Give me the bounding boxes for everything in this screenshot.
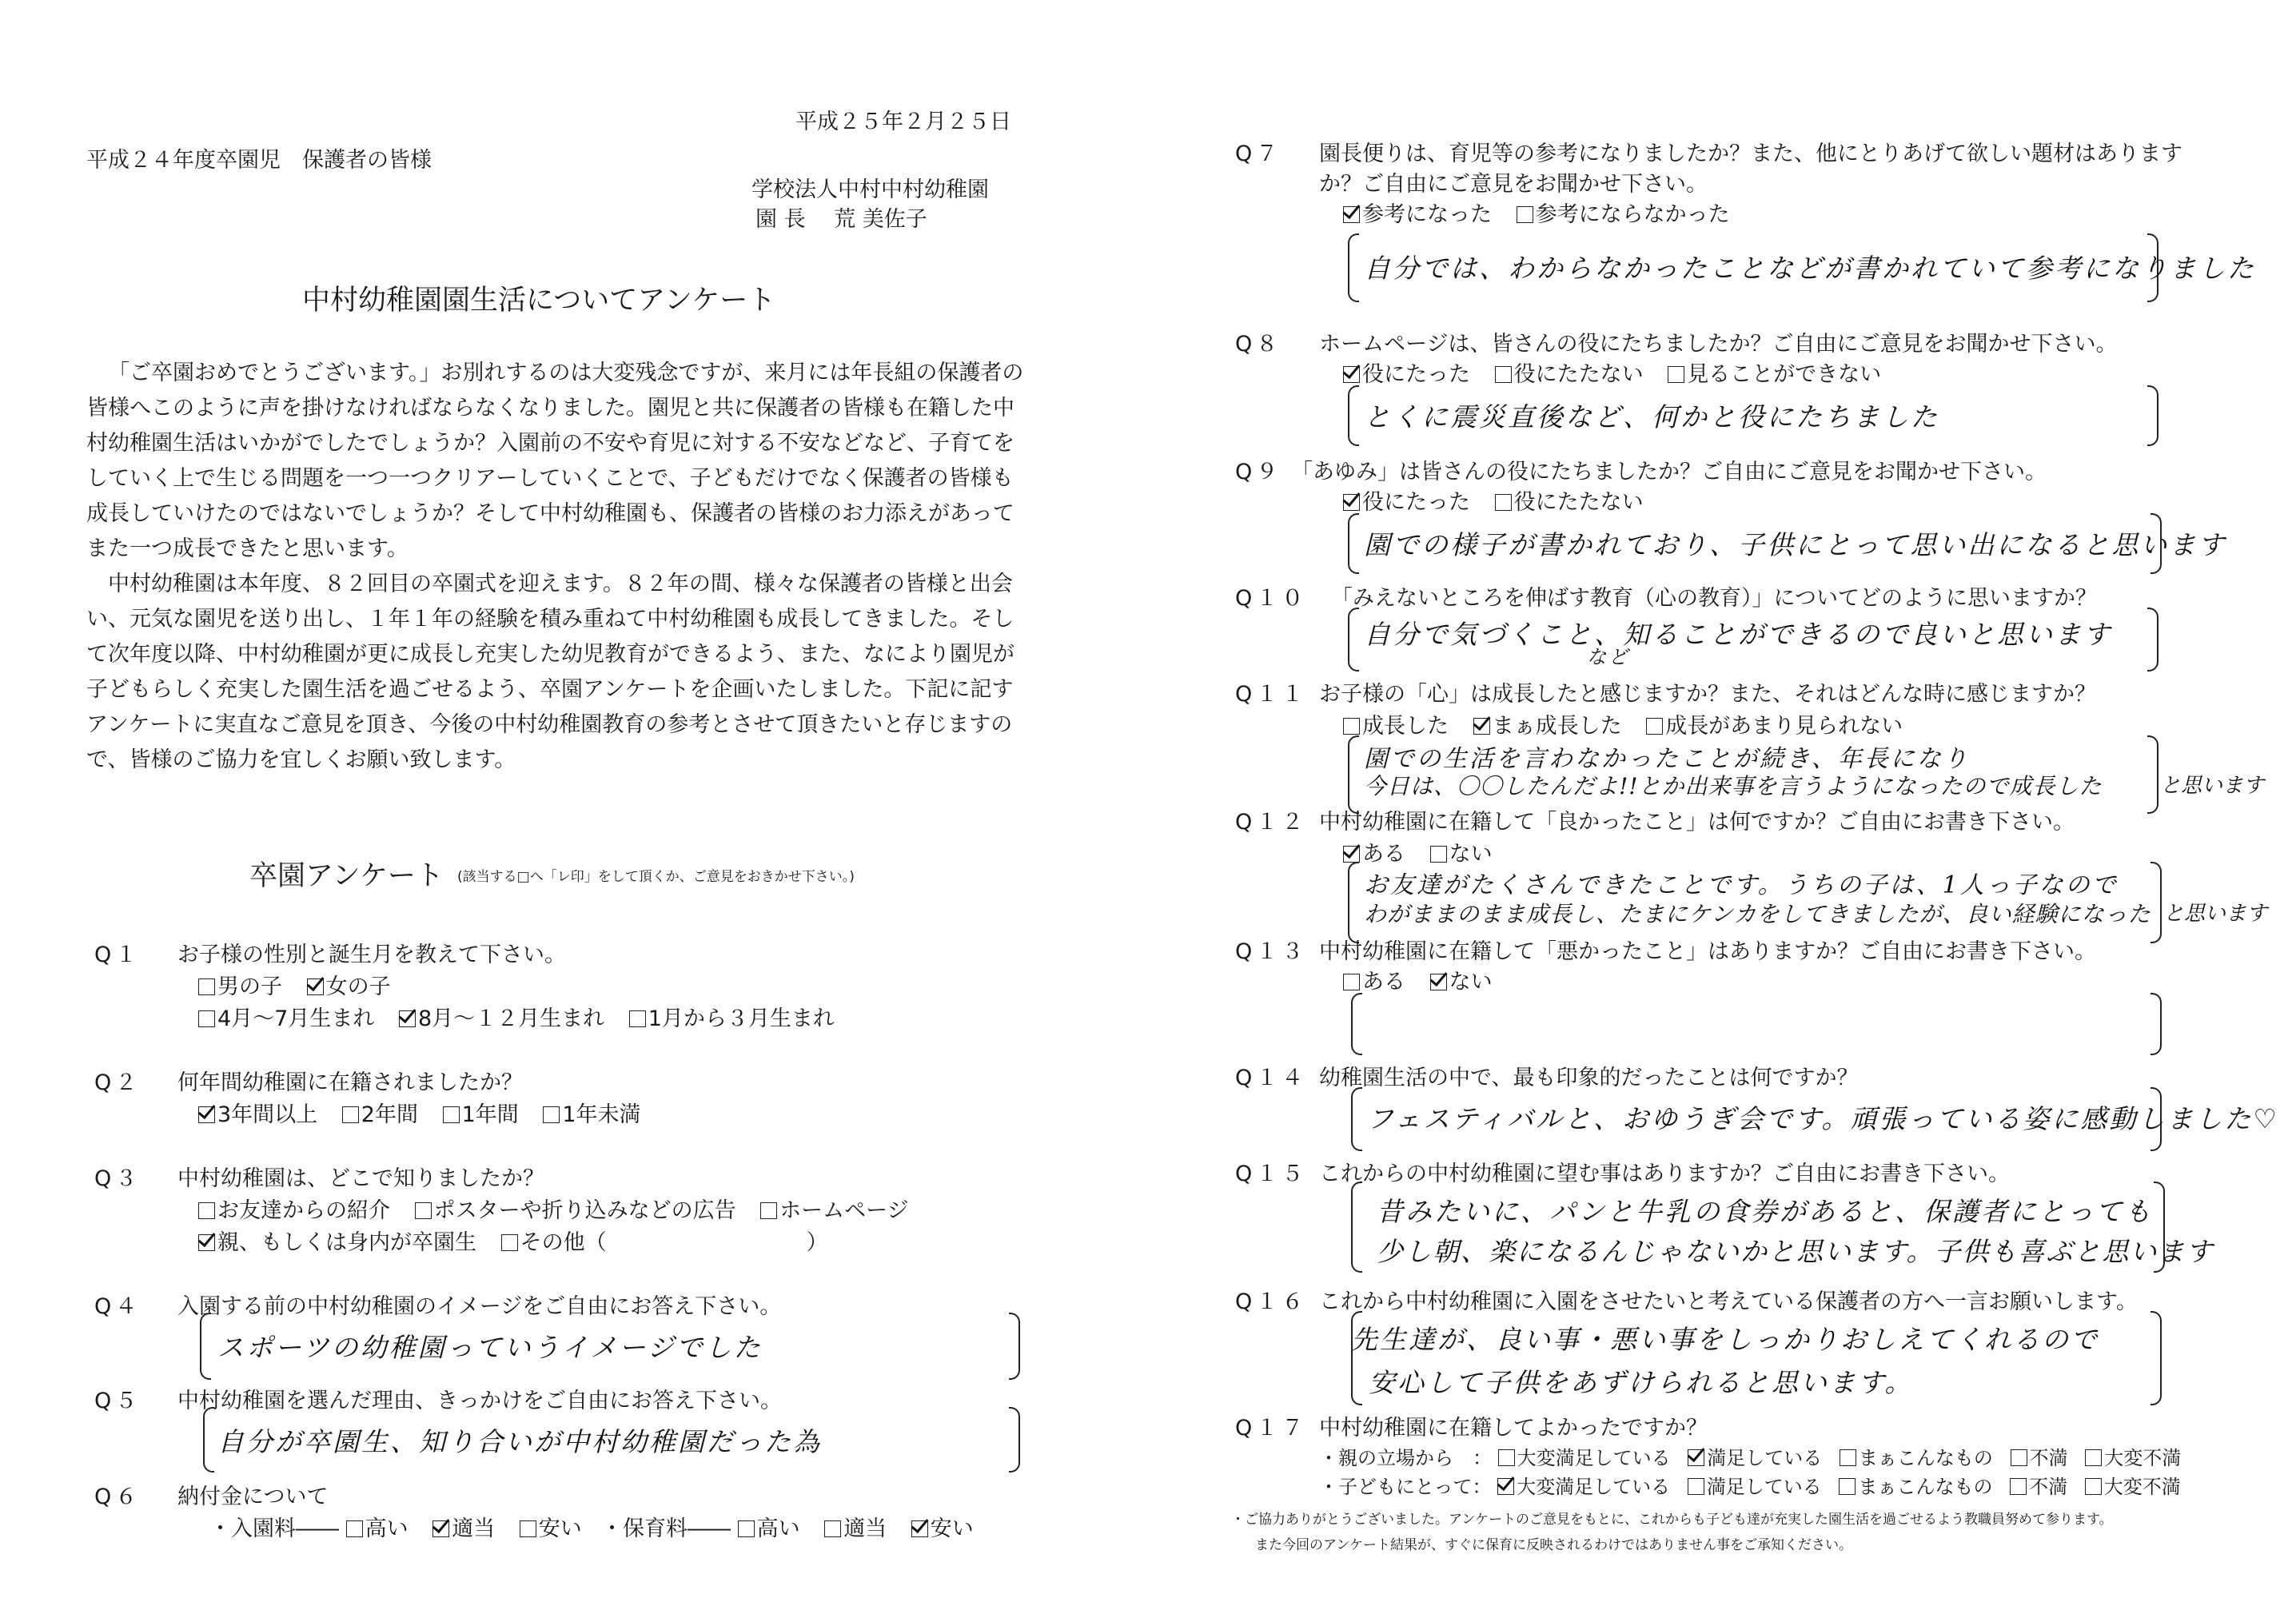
q1-option-apr-jul[interactable]: 4月～7月生まれ [198, 1006, 374, 1031]
q17-parent-so-so[interactable]: まぁこんなもの [1840, 1447, 1993, 1469]
checkbox-icon [1646, 718, 1663, 735]
q8-option-useful[interactable]: 役にたった [1343, 362, 1470, 387]
q15-answer-line1[interactable]: 昔みたいに、パンと牛乳の食券があると、保護者にとっても [1377, 1196, 2154, 1227]
q14-bracket-left [1351, 1087, 1362, 1151]
q5-number: Q５ [94, 1389, 142, 1413]
checked-checkbox-icon [1430, 974, 1447, 990]
q10-answer-insert: など [1587, 646, 1630, 668]
q4-bracket-right [1009, 1313, 1020, 1380]
q1-number: Q１ [94, 943, 142, 967]
q2-option-2years[interactable]: 2年間 [342, 1102, 418, 1127]
principal-name: 園 長 荒 美佐子 [755, 207, 927, 232]
q17-parent-very-dissatisfied[interactable]: 大変不満 [2085, 1447, 2181, 1469]
q7-question-line1: 園長便りは、育児等の参考になりましたか？また、他にとりあげて欲しい題材はあります [1319, 141, 2182, 166]
checkbox-icon [501, 1234, 518, 1251]
q10-question: 「みえないところを伸ばす教育（心の教育）」についてどのように思いますか？ [1331, 586, 2097, 611]
q12-number: Q１２ [1235, 810, 1308, 835]
q12-bracket-left [1348, 862, 1359, 943]
survey-heading: 卒園アンケート [249, 860, 444, 892]
checkbox-icon [520, 1520, 536, 1537]
checkbox-icon [346, 1520, 363, 1537]
q12-options [1343, 836, 1510, 867]
q1-month-options [198, 1001, 852, 1032]
q3-option-alumni[interactable]: 親、もしくは身内が卒園生 [198, 1230, 476, 1255]
q17-child-very-satisfied[interactable]: 大変満足している [1497, 1476, 1670, 1498]
q7-bracket-left [1348, 233, 1359, 302]
checked-checkbox-icon [1343, 846, 1360, 863]
checked-checkbox-icon [307, 978, 324, 995]
checkbox-icon [1688, 1478, 1704, 1495]
q17-child-very-dissatisfied[interactable]: 大変不満 [2085, 1476, 2181, 1498]
q6-tuition-fair[interactable]: 適当 [824, 1516, 887, 1541]
q11-bracket-left [1348, 735, 1359, 814]
q7-question-line2: か？ご自由にご意見をお聞かせ下さい。 [1319, 172, 1708, 197]
checked-checkbox-icon [399, 1010, 416, 1027]
q6-tuition-low[interactable]: 安い [911, 1516, 974, 1541]
q17-child-dissatisfied[interactable]: 不満 [2010, 1476, 2067, 1498]
q1-option-girl[interactable]: 女の子 [307, 974, 391, 999]
q10-answer[interactable]: 自分で気づくこと、知ることができるので良いと思います [1364, 619, 2112, 650]
q11-answer-tail: と思います [2160, 774, 2265, 798]
q3-options-row1 [198, 1193, 927, 1224]
q13-question: 中村幼稚園に在籍して「悪かったこと」はありますか？ご自由にお書き下さい。 [1319, 939, 2096, 964]
q5-question: 中村幼稚園を選んだ理由、きっかけをご自由にお答え下さい。 [177, 1389, 782, 1413]
q17-child-label: ・子どもにとって： [1319, 1476, 1492, 1498]
q17-number: Q１７ [1235, 1416, 1308, 1441]
q11-question: お子様の「心」は成長したと感じますか？また、それはどんな時に感じますか？ [1319, 682, 2096, 707]
q8-options [1343, 357, 1899, 388]
checkbox-icon [1343, 974, 1360, 990]
q7-number: Q７ [1235, 141, 1282, 166]
q1-option-boy[interactable]: 男の子 [198, 974, 282, 999]
q3-options-row2 [198, 1225, 828, 1256]
checkbox-icon [198, 978, 215, 995]
checkbox-icon [198, 1010, 215, 1027]
footer-note-1: ・ご協力ありがとうございました。アンケートのご意見をもとに、これからも子ども達が充実した園生活を過ごせるよう教職員努めて参ります。 [1231, 1512, 2113, 1528]
q17-parent-satisfied[interactable]: 満足している [1688, 1447, 1822, 1469]
q7-option-not-helpful[interactable]: 参考にならなかった [1517, 202, 1730, 227]
q12-answer-line1[interactable]: お友達がたくさんできたことです。うちの子は、1人っ子なので [1364, 871, 2119, 899]
checkbox-icon [342, 1106, 359, 1123]
checked-checkbox-icon [1343, 206, 1360, 223]
q13-bracket-left [1351, 993, 1362, 1055]
q8-option-cannot-view[interactable]: 見ることができない [1668, 362, 1881, 387]
q17-parent-label: ・親の立場から ： [1319, 1447, 1492, 1469]
intro-paragraph-2: 中村幼稚園は本年度、８２回目の卒園式を迎えます。８２年の間、様々な保護者の皆様と出会い、元気な園児を送り出し、１年１年の経験を積み重ねて中村幼稚園も成長してきました。そして次年度以降、中村幼稚園が更に成長し充実した幼児教育ができるよう、また、なにより園児が子どもらしく充実した園生活を過ごせるよう、卒園アンケートを企画いたしました。下記に記すアンケートに実直なご意見を頂き、今後の中村幼稚園教育の参考とさせて頂きたいと存じますので、皆様のご協力を宜しくお願い致します。 [86, 572, 1014, 772]
q17-child-so-so[interactable]: まぁこんなもの [1839, 1476, 1992, 1498]
q4-bracket-left [200, 1313, 211, 1380]
checkbox-icon [760, 1202, 777, 1219]
q6-tuition-label: ・保育料―― [601, 1516, 731, 1541]
footer-note-2: また今回のアンケート結果が、すぐに保育に反映されるわけではありません事をご承知ください。 [1255, 1537, 1852, 1553]
q10-bracket-right [2147, 608, 2158, 672]
q15-bracket-left [1351, 1182, 1362, 1273]
q8-bracket-left [1348, 385, 1359, 446]
q12-option-yes[interactable]: ある [1343, 842, 1405, 867]
q6-entrance-high[interactable]: 高い [346, 1516, 409, 1541]
checkbox-icon [738, 1520, 755, 1537]
checkbox-icon [1498, 1449, 1515, 1466]
q1-question: お子様の性別と誕生月を教えて下さい。 [177, 943, 566, 967]
q17-child-options [1319, 1471, 2181, 1499]
q12-bracket-right [2151, 862, 2162, 943]
q17-question: 中村幼稚園に在籍してよかったですか？ [1319, 1416, 1708, 1441]
q9-option-useful[interactable]: 役にたった [1343, 490, 1470, 515]
checkbox-icon [1495, 494, 1512, 511]
q8-number: Q８ [1235, 332, 1282, 357]
checked-checkbox-icon [1343, 494, 1360, 511]
q8-question: ホームページは、皆さんの役にたちましたか？ご自由にご意見をお聞かせ下さい。 [1319, 332, 2118, 357]
checkbox-icon [1840, 1449, 1856, 1466]
q9-bracket-left [1348, 513, 1359, 574]
document-date: 平成２５年２月２５日 [795, 110, 1011, 134]
q4-answer[interactable]: スポーツの幼稚園っていうイメージでした [217, 1332, 763, 1363]
q17-parent-very-satisfied[interactable]: 大変満足している [1498, 1447, 1671, 1469]
school-name: 学校法人中村中村幼稚園 [751, 177, 989, 202]
q17-parent-options [1319, 1442, 2181, 1470]
checked-checkbox-icon [1688, 1449, 1704, 1466]
q16-question: これから中村幼稚園に入園をさせたいと考えている保護者の方へ一言お願いします。 [1319, 1289, 2138, 1314]
q2-option-under1[interactable]: 1年未満 [543, 1102, 640, 1127]
q15-number: Q１５ [1235, 1162, 1308, 1186]
q14-question: 幼稚園生活の中で、最も印象的だったことは何ですか？ [1319, 1066, 1859, 1090]
checkbox-icon [1668, 366, 1684, 383]
checked-checkbox-icon [911, 1520, 928, 1537]
q13-bracket-right [2151, 993, 2162, 1055]
q4-question: 入園する前の中村幼稚園のイメージをご自由にお答え下さい。 [177, 1294, 782, 1319]
checkbox-icon [1839, 1478, 1856, 1495]
checkbox-icon [1517, 206, 1533, 223]
q1-gender-options [198, 969, 409, 1000]
q7-option-helpful[interactable]: 参考になった [1343, 202, 1492, 227]
q10-bracket-left [1348, 608, 1359, 672]
checked-checkbox-icon [432, 1520, 449, 1537]
q11-option-little[interactable]: 成長があまり見られない [1646, 714, 1903, 739]
q12-answer-line2[interactable]: わがままのまま成長し、たまにケンカをしてきましたが、良い経験になった [1364, 901, 2151, 927]
q7-answer[interactable]: 自分では、わからなかったことなどが書かれていて参考になりました [1364, 253, 2256, 284]
q8-option-not-useful[interactable]: 役にたたない [1495, 362, 1644, 387]
checkbox-icon [1430, 846, 1447, 863]
q16-bracket-right [2151, 1311, 2162, 1405]
q1-option-jan-mar[interactable]: 1月から３月生まれ [629, 1006, 835, 1031]
q9-option-not-useful[interactable]: 役にたたない [1495, 490, 1644, 515]
q2-question: 何年間幼稚園に在籍されましたか？ [177, 1070, 523, 1095]
checkbox-icon [2010, 1478, 2027, 1495]
q2-option-3years[interactable]: 3年間以上 [198, 1102, 317, 1127]
q8-answer[interactable]: とくに震災直後など、何かと役にたちました [1364, 401, 1939, 432]
q12-question: 中村幼稚園に在籍して「良かったこと」は何ですか？ご自由にお書き下さい。 [1319, 810, 2075, 835]
q17-parent-dissatisfied[interactable]: 不満 [2011, 1447, 2068, 1469]
q15-answer-line2[interactable]: 少し朝、楽になるんじゃないかと思います。子供も喜ぶと思います [1377, 1236, 2214, 1267]
checked-checkbox-icon [198, 1234, 215, 1251]
q13-option-yes[interactable]: ある [1343, 970, 1405, 994]
q14-number: Q１４ [1235, 1066, 1308, 1090]
q14-answer[interactable]: フェスティバルと、おゆうぎ会です。頑張っている姿に感動しました♡ [1367, 1103, 2279, 1134]
q9-options [1343, 484, 1661, 516]
q6-number: Q６ [94, 1484, 142, 1509]
q3-number: Q３ [94, 1166, 142, 1191]
q3-option-homepage[interactable]: ホームページ [760, 1198, 908, 1223]
addressee: 平成２４年度卒園児 保護者の皆様 [86, 148, 432, 173]
checkbox-icon [2085, 1478, 2102, 1495]
q11-answer-line2[interactable]: 今日は、〇〇したんだよ!!とか出来事を言うようになったので成長した [1364, 773, 2103, 799]
checkbox-icon [2011, 1449, 2027, 1466]
q11-answer-line1[interactable]: 園での生活を言わなかったことが続き、年長になり [1364, 745, 1970, 773]
q11-options [1343, 708, 1920, 739]
checkbox-icon [824, 1520, 841, 1537]
q6-entrance-fee-options [209, 1511, 600, 1542]
q7-options [1343, 197, 1748, 228]
q4-number: Q４ [94, 1294, 142, 1319]
checked-checkbox-icon [1473, 718, 1490, 735]
q2-number: Q２ [94, 1070, 142, 1095]
q9-question: 「あゆみ」は皆さんの役にたちましたか？ご自由にご意見をお聞かせ下さい。 [1291, 460, 2047, 484]
q9-number: Q９ [1235, 460, 1282, 484]
checkbox-icon [415, 1202, 432, 1219]
checked-checkbox-icon [1497, 1478, 1514, 1495]
survey-heading-note: (該当する□へ「レ印」をして頂くか、ご意見をおきかせ下さい。) [457, 869, 855, 885]
q11-option-grew[interactable]: 成長した [1343, 714, 1449, 739]
checkbox-icon [2085, 1449, 2102, 1466]
checkbox-icon [629, 1010, 646, 1027]
checkbox-icon [198, 1202, 215, 1219]
q8-bracket-right [2147, 385, 2158, 446]
intro-paragraph-1: 「ご卒園おめでとうございます。」お別れするのは大変残念ですが、来月には年長組の保護者の皆様へこのように声を掛けなければならなくなりました。園児と共に保護者の皆様も在籍した中村幼稚園生活はいかがでしたでしょうか？入園前の不安や育児に対する不安などなど、子育てをしていく上で生じる問題を一つ一つクリアーしていくことで、子どもだけでなく保護者の皆様も成長していけたのではないでしょうか？そして中村幼稚園も、保護者の皆様のお力添えがあってまた一つ成長できたと思います。 [86, 361, 1024, 561]
q5-answer[interactable]: 自分が卒園生、知り合いが中村幼稚園だった為 [217, 1426, 822, 1457]
q6-tuition-high[interactable]: 高い [738, 1516, 800, 1541]
q6-entrance-fee-label: ・入園料―― [209, 1516, 339, 1541]
q2-option-1year[interactable]: 1年間 [443, 1102, 519, 1127]
q3-question: 中村幼稚園は、どこで知りましたか？ [177, 1166, 544, 1191]
q5-bracket-right [1009, 1407, 1020, 1473]
q3-option-poster[interactable]: ポスターや折り込みなどの広告 [415, 1198, 736, 1223]
intro-text [86, 356, 1026, 778]
q6-tuition-options [601, 1511, 991, 1542]
q3-option-friend[interactable]: お友達からの紹介 [198, 1198, 390, 1223]
q6-entrance-fair[interactable]: 適当 [432, 1516, 495, 1541]
q16-number: Q１６ [1235, 1289, 1308, 1314]
checkbox-icon [1495, 366, 1512, 383]
q12-answer-tail: と思います [2163, 902, 2268, 926]
q10-number: Q１０ [1235, 586, 1308, 611]
q12-option-no[interactable]: ない [1430, 842, 1493, 867]
q6-question: 納付金について [177, 1484, 329, 1509]
q17-child-satisfied[interactable]: 満足している [1688, 1476, 1822, 1498]
q15-question: これからの中村幼稚園に望む事はありますか？ご自由にお書き下さい。 [1319, 1162, 2010, 1186]
q13-option-no[interactable]: ない [1430, 970, 1493, 994]
checked-checkbox-icon [1343, 366, 1360, 383]
q16-answer-line1[interactable]: 先生達が、良い事・悪い事をしっかりおしえてくれるので [1351, 1324, 2099, 1355]
q3-option-other[interactable]: その他（ ） [501, 1230, 828, 1255]
q16-answer-line2[interactable]: 安心して子供をあずけられると思います。 [1369, 1367, 1914, 1398]
q11-bracket-right [2147, 735, 2158, 814]
q2-options [198, 1097, 659, 1128]
q9-answer[interactable]: 園での様子が書かれており、子供にとって思い出になると思います [1364, 529, 2227, 560]
q13-number: Q１３ [1235, 939, 1308, 964]
q13-options [1343, 964, 1510, 995]
q1-option-aug-dec[interactable]: 8月～１２月生まれ [399, 1006, 604, 1031]
q11-option-somewhat[interactable]: まぁ成長した [1473, 714, 1622, 739]
checkbox-icon [1343, 718, 1360, 735]
checked-checkbox-icon [198, 1106, 215, 1123]
checkbox-icon [443, 1106, 460, 1123]
page-title: 中村幼稚園園生活についてアンケート [302, 285, 776, 317]
q5-bracket-left [203, 1407, 214, 1473]
q6-entrance-low[interactable]: 安い [520, 1516, 582, 1541]
checkbox-icon [543, 1106, 560, 1123]
q11-number: Q１１ [1235, 682, 1308, 707]
